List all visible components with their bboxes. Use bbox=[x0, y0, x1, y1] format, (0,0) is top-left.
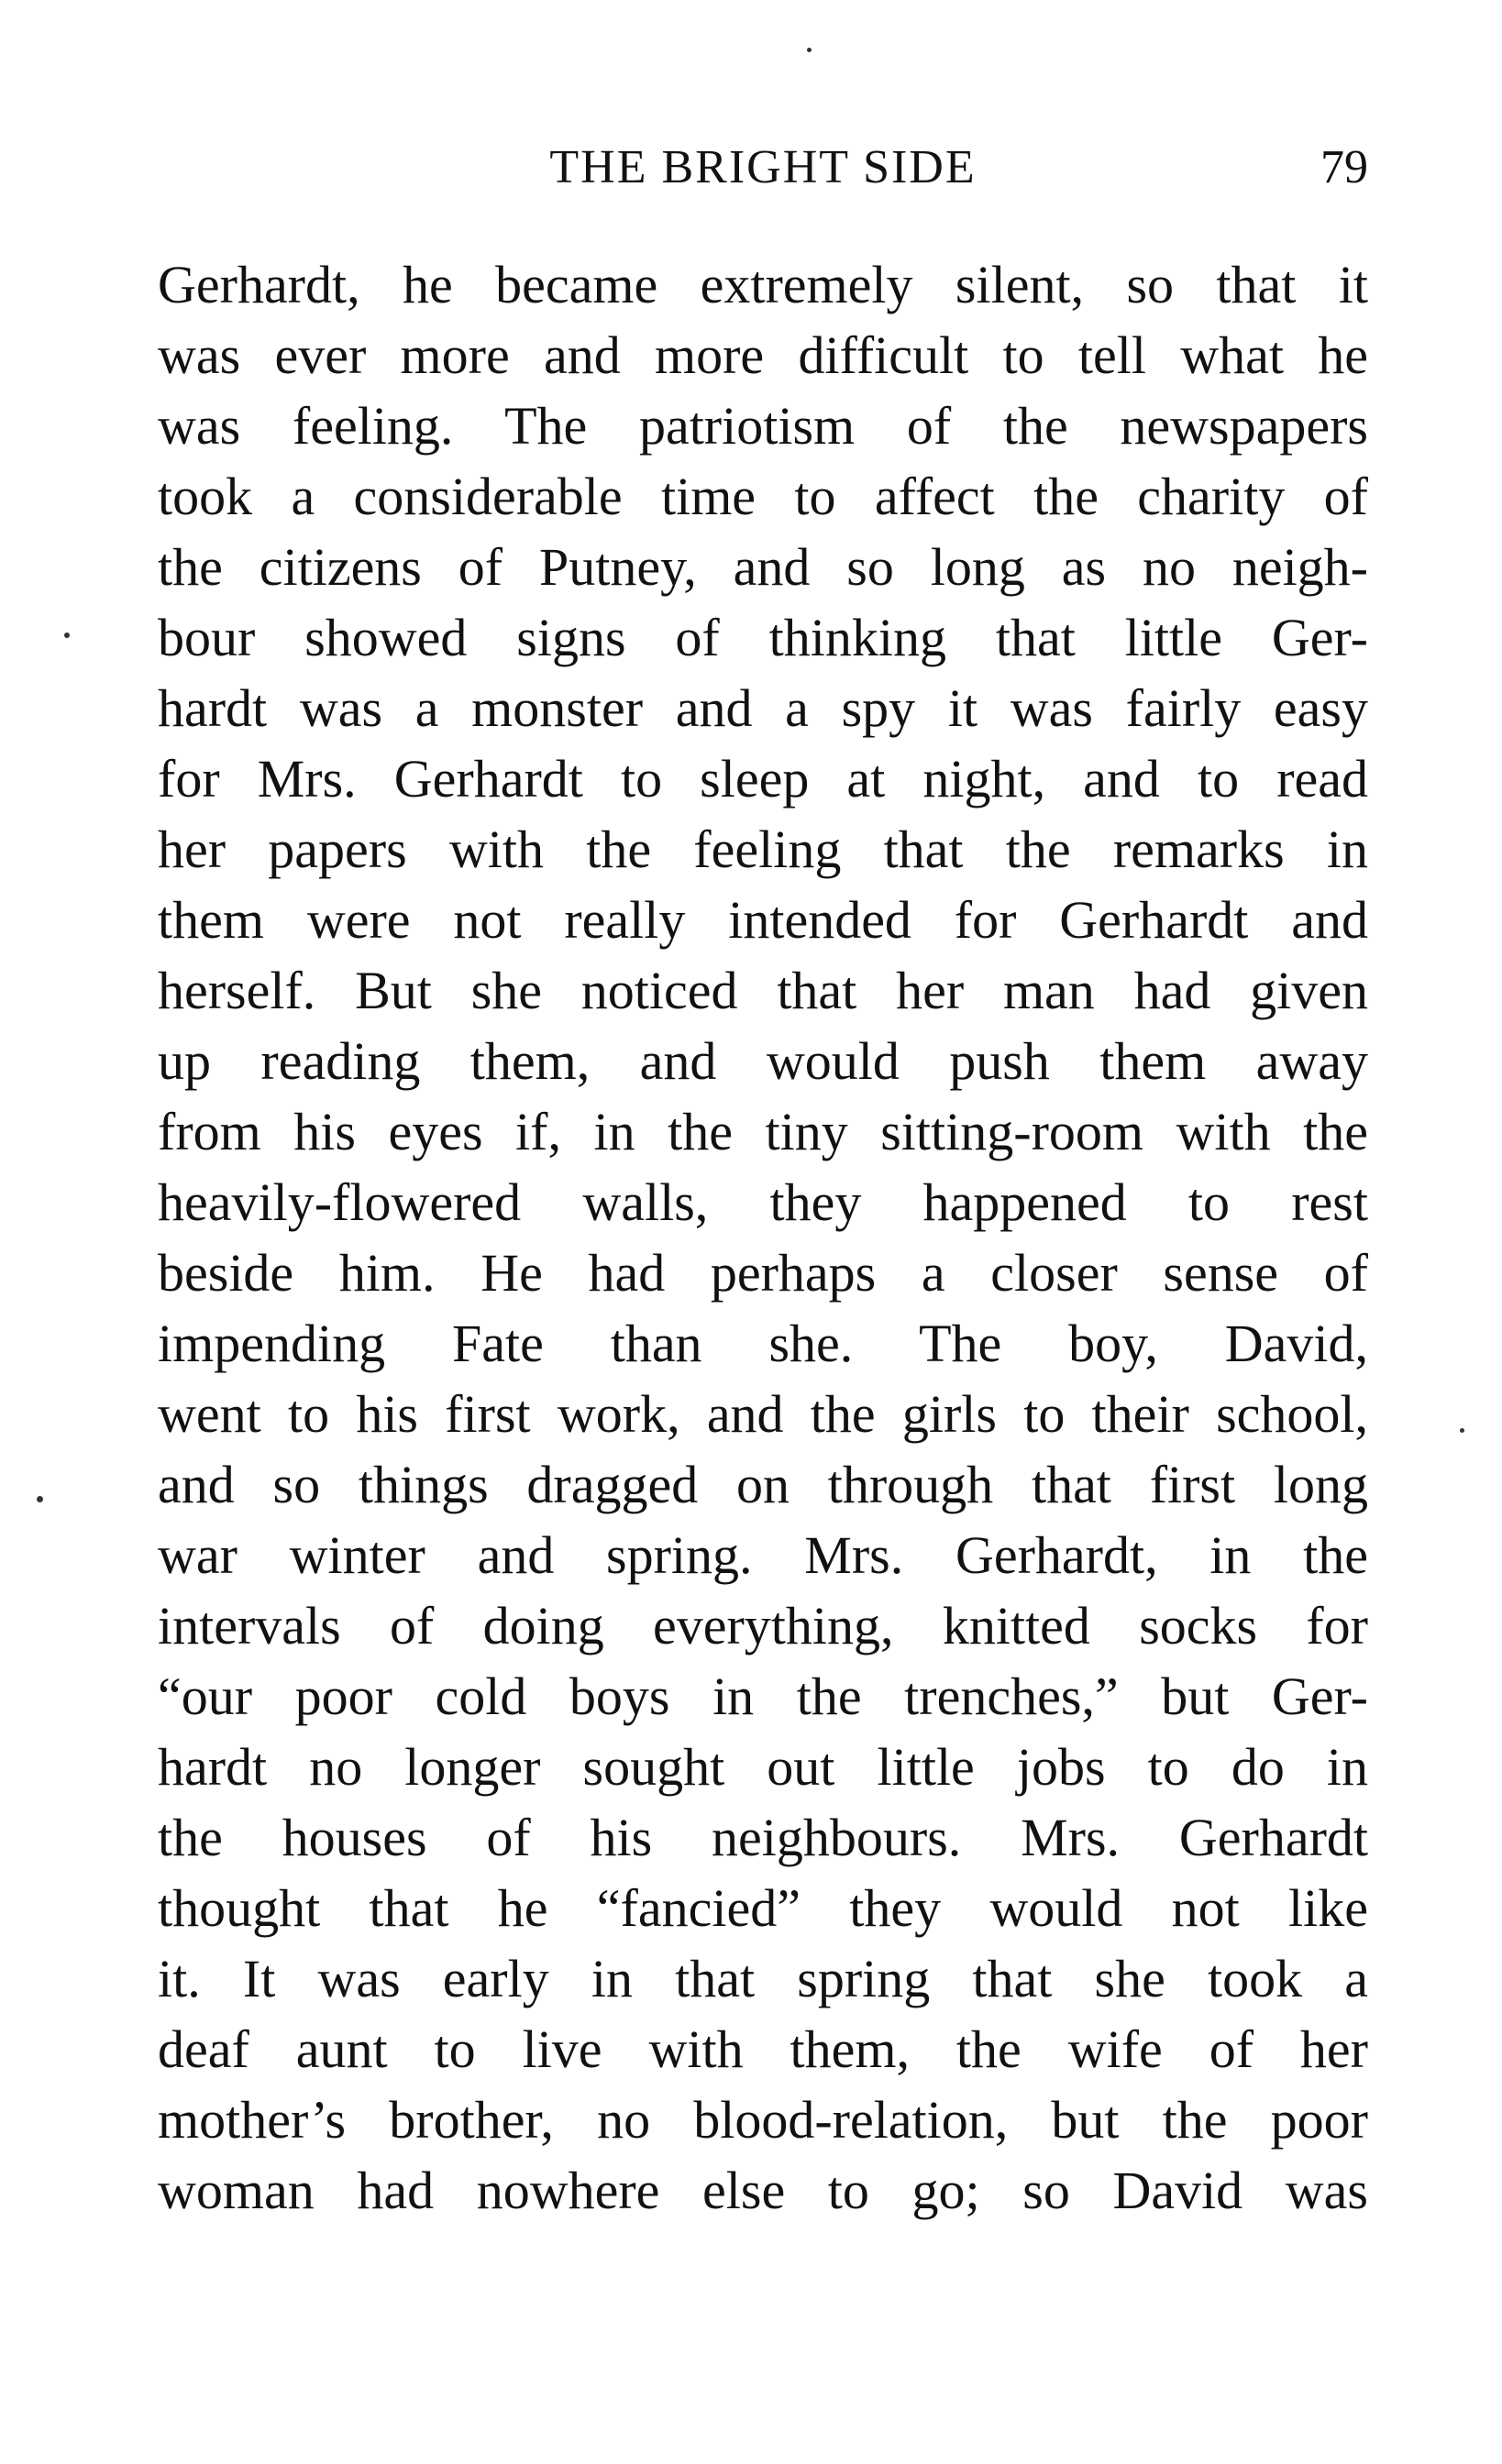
text-line: took a considerable time to affect the charity of bbox=[158, 467, 1368, 526]
text-line: them were not really intended for Gerhardt and bbox=[158, 890, 1368, 950]
text-line: for Mrs. Gerhardt to sleep at night, and to read bbox=[158, 749, 1368, 808]
text-line: and so things dragged on through that first long bbox=[158, 1455, 1368, 1514]
text-line: deaf aunt to live with them, the wife of her bbox=[158, 2019, 1368, 2079]
text-line: hardt was a monster and a spy it was fairly easy bbox=[158, 678, 1368, 738]
text-line: went to his first work, and the girls to their school, bbox=[158, 1384, 1368, 1444]
text-line: was ever more and more difficult to tell what he bbox=[158, 325, 1368, 385]
text-line: Gerhardt, he became extremely silent, so that it bbox=[158, 255, 1368, 314]
text-line: war winter and spring. Mrs. Gerhardt, in the bbox=[158, 1525, 1368, 1585]
text-line: her papers with the feeling that the remarks in bbox=[158, 820, 1368, 879]
text-line: heavily-flowered walls, they happened to rest bbox=[158, 1172, 1368, 1232]
page-header bbox=[158, 136, 1368, 200]
text-line: bour showed signs of thinking that little Ger- bbox=[158, 608, 1368, 667]
text-line: woman had nowhere else to go; so David was bbox=[158, 2161, 1368, 2220]
text-line: impending Fate than she. The boy, David, bbox=[158, 1314, 1368, 1373]
print-speck bbox=[37, 1496, 43, 1502]
text-line: up reading them, and would push them away bbox=[158, 1031, 1368, 1091]
text-line: thought that he “fancied” they would not like bbox=[158, 1878, 1368, 1938]
text-line: herself. But she noticed that her man had given bbox=[158, 961, 1368, 1020]
text-line: from his eyes if, in the tiny sitting-room with the bbox=[158, 1102, 1368, 1161]
text-line: intervals of doing everything, knitted socks for bbox=[158, 1596, 1368, 1656]
text-line: hardt no longer sought out little jobs to do in bbox=[158, 1737, 1368, 1797]
print-speck bbox=[807, 48, 812, 52]
text-line: “our poor cold boys in the trenches,” but Ger- bbox=[158, 1666, 1368, 1726]
running-title: THE BRIGHT SIDE bbox=[549, 141, 977, 193]
text-line: the citizens of Putney, and so long as no neigh- bbox=[158, 537, 1368, 597]
text-line: was feeling. The patriotism of the newspapers bbox=[158, 396, 1368, 456]
page-number: 79 bbox=[1320, 141, 1368, 193]
text-line: mother’s brother, no blood-relation, but the poor bbox=[158, 2090, 1368, 2150]
text-line: beside him. He had perhaps a closer sense of bbox=[158, 1243, 1368, 1303]
text-line: the houses of his neighbours. Mrs. Gerhardt bbox=[158, 1808, 1368, 1867]
body-text bbox=[158, 249, 1368, 2226]
print-speck bbox=[64, 632, 70, 638]
text-line: it. It was early in that spring that she took a bbox=[158, 1949, 1368, 2008]
print-speck bbox=[1460, 1428, 1464, 1433]
